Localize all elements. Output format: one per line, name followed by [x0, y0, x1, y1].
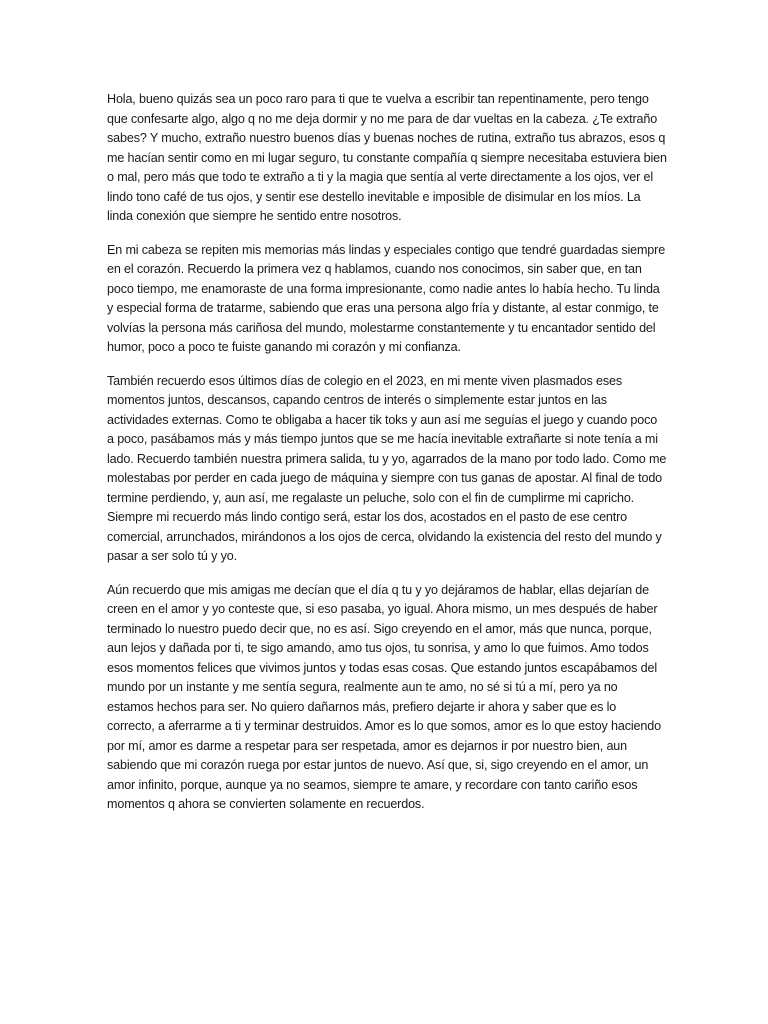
letter-body	[107, 90, 667, 829]
paragraph-3: También recuerdo esos últimos días de colegio en el 2023, en mi mente viven plasmados eses momentos juntos, descansos, capando centros de interés o simplemente estar juntos en las actividades externas. Como te obligaba a hacer tik toks y aun así me seguías el juego y cuando poco a poco, pasábamos más y más tiempo juntos que se me hacía inevitable extrañarte si note tenía a mi lado. Recuerdo también nuestra primera salida, tu y yo, agarrados de la mano por todo lado. Como me molestabas por perder en cada juego de máquina y siempre con tus ganas de apostar. Al final de todo termine perdiendo, y, aun así, me regalaste un peluche, solo con el fin de cumplirme mi capricho. Siempre mi recuerdo más lindo contigo será, estar los dos, acostados en el pasto de ese centro comercial, arrunchados, mirándonos a los ojos de cerca, olvidando la existencia del resto del mundo y pasar a ser solo tú y yo.	[107, 373, 667, 563]
paragraph-4: Aún recuerdo que mis amigas me decían que el día q tu y yo dejáramos de hablar, ellas dejarían de creen en el amor y yo conteste que, si eso pasaba, yo igual. Ahora mismo, un mes después de haber terminado lo nuestro puedo decir que, no es así. Sigo creyendo en el amor, más que nunca, porque, aun lejos y dañada por ti, te sigo amando, amo tus ojos, tu sonrisa, y amo lo que fuimos. Amo todos esos momentos felices que vivimos juntos y todas esas cosas. Que estando juntos escapábamos del mundo por un instante y me sentía segura, realmente aun te amo, no sé si tú a mí, pero ya no estamos hechos para ser. No quiero dañarnos más, prefiero dejarte ir ahora y saber que es lo correcto, a aferrarme a ti y terminar destruidos. Amor es lo que somos, amor es lo que estoy haciendo por mí, amor es darme a respetar para ser respetada, amor es dejarnos ir por nuestro bien, aun sabiendo que mi corazón ruega por estar juntos de nuevo. Así que, si, sigo creyendo en el amor, un amor infinito, porque, aunque ya no seamos, siempre te amare, y recordare con tanto cariño esos momentos q ahora se convierten solamente en recuerdos.	[107, 582, 661, 811]
paragraph-1: Hola, bueno quizás sea un poco raro para ti que te vuelva a escribir tan repentinamente, pero tengo que confesarte algo, algo q no me deja dormir y no me para de dar vueltas en la cabeza. ¿Te extraño sabes? Y mucho, extraño nuestro buenos días y buenas noches de rutina, extraño tus abrazos, esos q me hacían sentir como en mi lugar seguro, tu constante compañía q siempre necesitaba estuviera bien o mal, pero más que todo te extraño a ti y la magia que sentía al verte directamente a los ojos, ver el lindo tono café de tus ojos, y sentir ese destello inevitable e imposible de disimular en los míos. La linda conexión que siempre he sentido entre nosotros.	[107, 92, 667, 223]
paragraph-2: En mi cabeza se repiten mis memorias más lindas y especiales contigo que tendré guardadas siempre en el corazón. Recuerdo la primera vez q hablamos, cuando nos conocimos, sin saber que, en tan poco tiempo, me enamoraste de una forma impresionante, como nadie antes lo había hecho. Tu linda y especial forma de tratarme, sabiendo que eras una persona algo fría y distante, al estar conmigo, te volvías la persona más cariñosa del mundo, molestarme constantemente y tu encantador sentido del humor, poco a poco te fuiste ganando mi corazón y mi confianza.	[107, 242, 666, 354]
